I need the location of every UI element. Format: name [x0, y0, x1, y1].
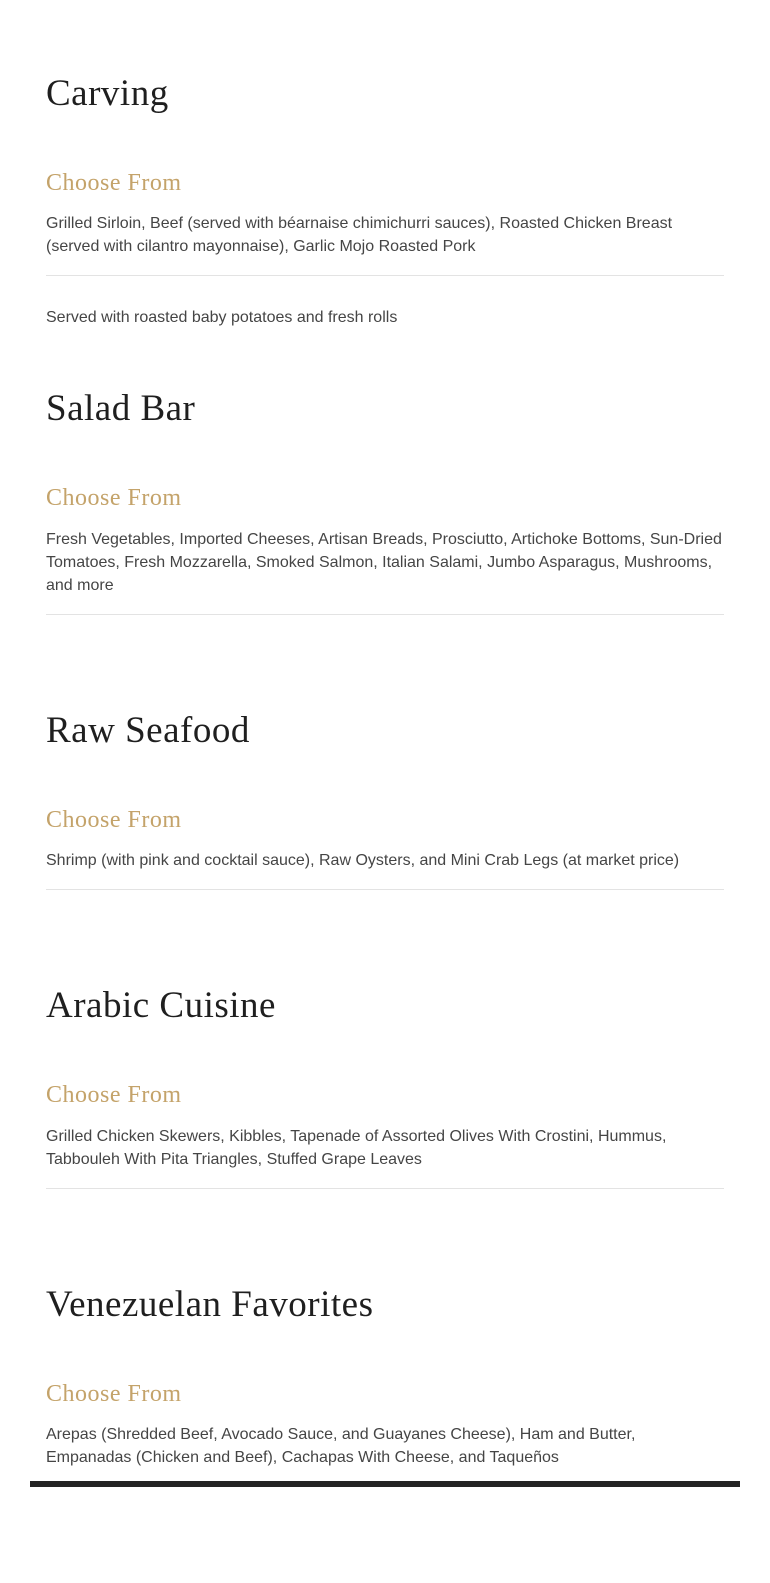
section-title: Venezuelan Favorites — [46, 1283, 374, 1325]
section-title: Carving — [46, 73, 169, 114]
section-title: Raw Seafood — [46, 709, 250, 751]
section-title: Salad Bar — [46, 388, 196, 430]
section-items: Arepas (Shredded Beef, Avocado Sauce, and Guayanes Cheese), Ham and Butter, Empanadas (Chicken and Beef), Cachapas With Cheese, and Taqueños — [46, 1423, 724, 1487]
section-items: Grilled Chicken Skewers, Kibbles, Tapenade of Assorted Olives With Crostini, Hummus, Tabbouleh With Pita Triangles, Stuffed Grape Leaves — [46, 1125, 724, 1189]
menu-section-venezuelan-favorites — [46, 1285, 724, 1487]
section-items: Grilled Sirloin, Beef (served with béarnaise chimichurri sauces), Roasted Chicken Breast (served with cilantro mayonnaise), Garlic Mojo Roasted Pork — [46, 212, 724, 276]
footer-top-bar — [30, 1481, 740, 1487]
choose-from-label: Choose From — [46, 806, 182, 833]
choose-from-label: Choose From — [46, 485, 182, 512]
menu-section-raw-seafood — [46, 711, 724, 890]
menu-section-carving — [46, 74, 724, 329]
section-note: Served with roasted baby potatoes and fresh rolls — [46, 309, 398, 327]
menu-section-salad-bar — [46, 389, 724, 614]
choose-from-label: Choose From — [46, 169, 182, 196]
section-items: Fresh Vegetables, Imported Cheeses, Artisan Breads, Prosciutto, Artichoke Bottoms, Sun-Dried Tomatoes, Fresh Mozzarella, Smoked Salmon, Italian Salami, Jumbo Asparagus, Mushrooms, and more — [46, 528, 724, 615]
choose-from-label: Choose From — [46, 1082, 182, 1109]
section-title: Arabic Cuisine — [46, 985, 276, 1027]
choose-from-label: Choose From — [46, 1380, 182, 1407]
menu-section-arabic-cuisine — [46, 986, 724, 1188]
section-items: Shrimp (with pink and cocktail sauce), Raw Oysters, and Mini Crab Legs (at market price) — [46, 849, 724, 890]
